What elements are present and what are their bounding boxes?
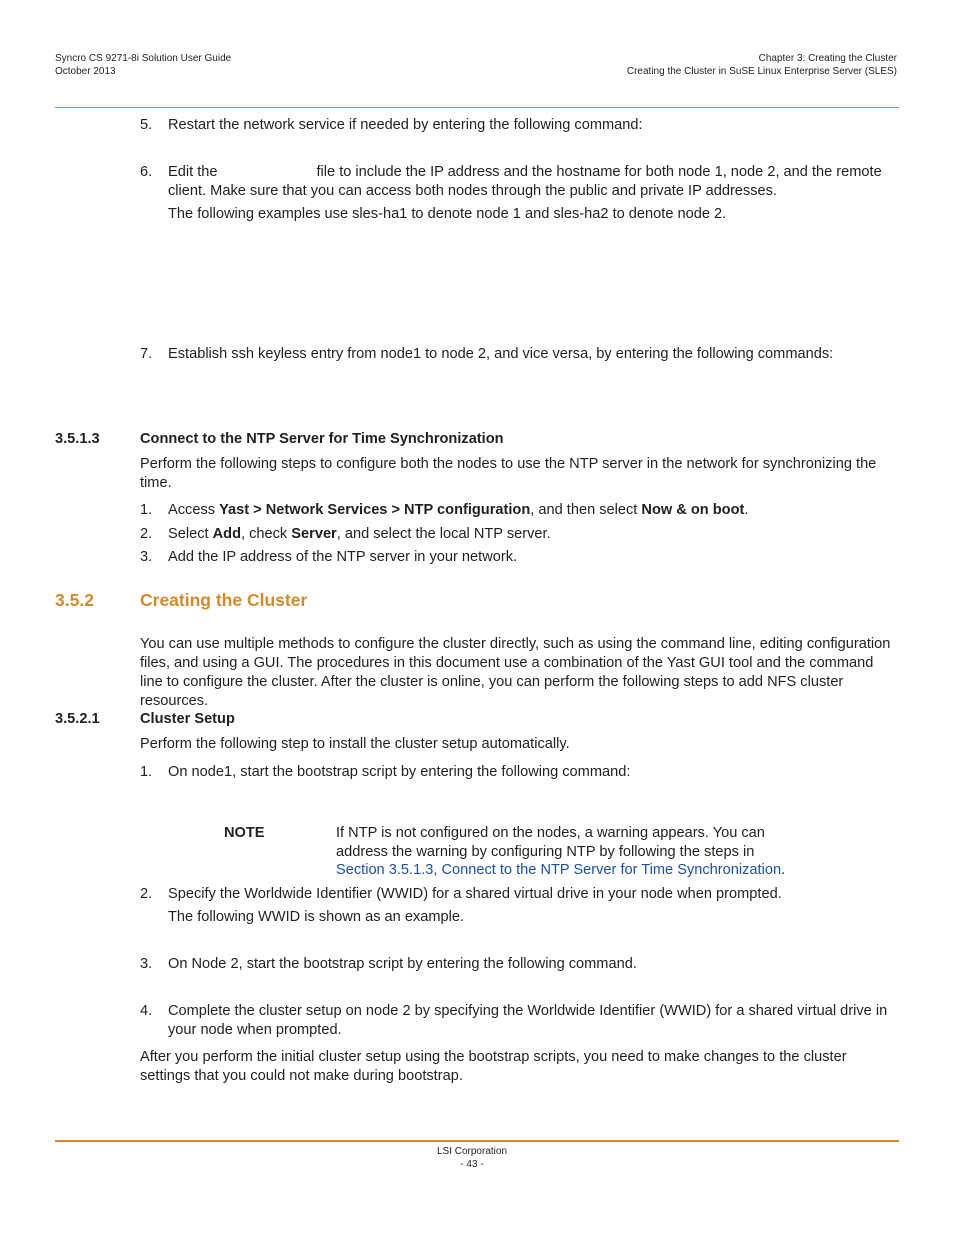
ntp-step-2-number: 2.: [140, 526, 153, 542]
step-7-number: 7.: [140, 346, 153, 362]
ntp-step-2-server: Server: [291, 526, 337, 542]
step-6-text: [168, 163, 898, 201]
note-label: NOTE: [224, 825, 265, 841]
ntp-step-1-d: .: [744, 502, 749, 518]
note-end: .: [781, 862, 786, 878]
ntp-step-2-a: Select: [168, 526, 213, 542]
setup-step-4-number: 4.: [140, 1003, 153, 1019]
ntp-step-2-c: , check: [241, 526, 292, 542]
note-section-link[interactable]: Section 3.5.1.3, Connect to the NTP Server for Time Synchronization: [336, 862, 782, 878]
ntp-step-2-text: [168, 525, 898, 544]
step-6-rest-1: file to include the IP address and the hostname for both node 1, node 2, and the remote: [316, 164, 882, 180]
ntp-step-2-add: Add: [212, 526, 241, 542]
setup-step-1-text: On node1, start the bootstrap script by entering the following command:: [168, 764, 631, 780]
running-header-right: [627, 53, 897, 78]
setup-intro: Perform the following step to install the cluster setup automatically.: [140, 736, 570, 752]
setup-step-4-text: Complete the cluster setup on node 2 by specifying the Worldwide Identifier (WWID) for a shared virtual drive in your node when prompted.: [168, 1003, 888, 1038]
step-6-subtext: The following examples use sles-ha1 to denote node 1 and sles-ha2 to denote node 2.: [168, 206, 727, 222]
chapter-title: Chapter 3: Creating the Cluster: [758, 53, 897, 64]
step-6-number: 6.: [140, 164, 153, 180]
running-header-left: [55, 53, 231, 78]
setup-section-number: 3.5.2.1: [55, 711, 100, 727]
step-7-text: Establish ssh keyless entry from node1 to node 2, and vice versa, by entering the following commands:: [168, 346, 834, 362]
section-title: Creating the Cluster in SuSE Linux Enterprise Server (SLES): [626, 65, 897, 77]
setup-step-2-text: Specify the Worldwide Identifier (WWID) for a shared virtual drive in your node when prompted.: [168, 886, 782, 902]
setup-step-3-number: 3.: [140, 956, 153, 972]
ntp-step-1-option: Now & on boot: [641, 502, 745, 518]
ntp-intro: Perform the following steps to configure both the nodes to use the NTP server in the network for synchronizing the time.: [140, 456, 877, 491]
step-5-number: 5.: [140, 117, 153, 133]
ntp-section-title: Connect to the NTP Server for Time Synchronization: [140, 431, 504, 447]
setup-step-1-number: 1.: [140, 764, 153, 780]
creating-section-title: Creating the Cluster: [140, 590, 308, 610]
note-text: [336, 824, 786, 880]
creating-section-number: 3.5.2: [55, 590, 94, 610]
ntp-step-1-c: , and then select: [530, 502, 642, 518]
creating-intro: You can use multiple methods to configure the cluster directly, such as using the command line, editing configuration files, and using a GUI. The procedures in this document use a combination of the Yast GUI tool and the command line to configure the cluster. After the cluster is online, you can perform the following steps to add NFS cluster resources.: [140, 636, 891, 709]
footer-company: LSI Corporation: [436, 1146, 508, 1157]
ntp-step-1-text: [168, 501, 898, 520]
doc-title: Syncro CS 9271-8i Solution User Guide: [55, 53, 232, 64]
footer-rule: [55, 1140, 899, 1142]
header-rule: [55, 107, 899, 108]
ntp-step-3-text: Add the IP address of the NTP server in your network.: [168, 549, 518, 565]
ntp-step-1-menu-path: Yast > Network Services > NTP configuration: [219, 502, 531, 518]
setup-outro: After you perform the initial cluster setup using the bootstrap scripts, you need to make changes to the cluster settings that you could not make during bootstrap.: [140, 1049, 847, 1084]
ntp-step-3-number: 3.: [140, 549, 153, 565]
ntp-step-2-d: , and select the local NTP server.: [336, 526, 551, 542]
step-5-text: Restart the network service if needed by entering the following command:: [168, 117, 643, 133]
ntp-section-number: 3.5.1.3: [55, 431, 100, 447]
setup-section-title: Cluster Setup: [140, 711, 235, 727]
step-6-edit: Edit the: [168, 164, 218, 180]
step-6-rest-2: client. Make sure that you can access both nodes through the public and private IP addresses.: [168, 183, 777, 199]
setup-step-3-text: On Node 2, start the bootstrap script by entering the following command.: [168, 956, 637, 972]
setup-step-2-subtext: The following WWID is shown as an example.: [168, 909, 465, 925]
footer: [0, 1146, 944, 1171]
ntp-step-1-a: Access: [168, 502, 220, 518]
ntp-step-1-number: 1.: [140, 502, 153, 518]
note-body: If NTP is not configured on the nodes, a warning appears. You can address the warning by configuring NTP by following the steps in: [336, 825, 765, 860]
doc-date: October 2013: [55, 65, 116, 77]
setup-step-2-number: 2.: [140, 886, 153, 902]
page-number: - 43 -: [460, 1158, 484, 1170]
